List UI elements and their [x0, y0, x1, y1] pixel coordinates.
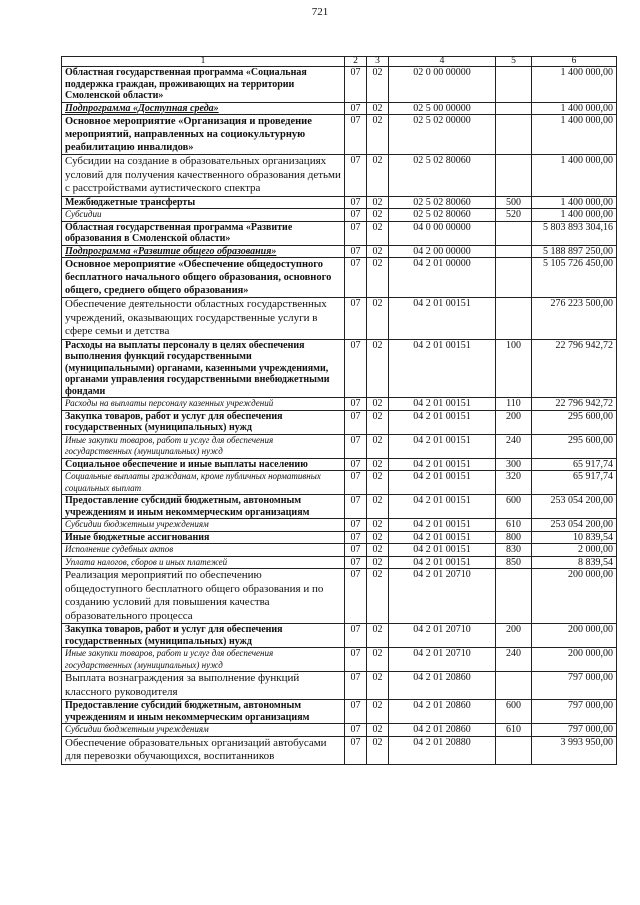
row-name-cell: Социальные выплаты гражданам, кроме публичных нормативных социальных выплат — [62, 471, 345, 495]
row-name-cell: Межбюджетные трансферты — [62, 196, 345, 209]
expense-type-cell: 240 — [496, 648, 532, 672]
table-row — [62, 398, 617, 411]
expense-type-cell: 610 — [496, 519, 532, 532]
row-name-cell: Основное мероприятие «Организация и проведение мероприятий, направленных на социокультурную реабилитацию инвалидов» — [62, 115, 345, 155]
amount-cell: 295 600,00 — [532, 410, 617, 434]
row-name-cell: Иные закупки товаров, работ и услуг для обеспечения государственных (муниципальных) нужд — [62, 648, 345, 672]
table-row — [62, 531, 617, 544]
row-name-cell: Исполнение судебных актов — [62, 544, 345, 557]
section-code-cell: 07 — [345, 434, 367, 458]
subsection-code-cell: 02 — [367, 245, 389, 258]
expense-type-cell — [496, 569, 532, 624]
expense-type-cell — [496, 298, 532, 340]
subsection-code-cell: 02 — [367, 471, 389, 495]
section-code-cell: 07 — [345, 221, 367, 245]
section-code-cell: 07 — [345, 519, 367, 532]
table-row — [62, 221, 617, 245]
section-code-cell: 07 — [345, 155, 367, 197]
table-row — [62, 196, 617, 209]
row-name-cell: Областная государственная программа «Развитие образования в Смоленской области» — [62, 221, 345, 245]
row-name-cell: Субсидии бюджетным учреждениям — [62, 724, 345, 737]
column-header: 5 — [496, 57, 532, 67]
expense-type-cell: 600 — [496, 700, 532, 724]
subsection-code-cell: 02 — [367, 700, 389, 724]
row-name-cell: Предоставление субсидий бюджетным, автономным учреждениям и иным некоммерческим организациям — [62, 700, 345, 724]
amount-cell: 5 803 893 304,16 — [532, 221, 617, 245]
expense-type-cell — [496, 672, 532, 700]
section-code-cell: 07 — [345, 398, 367, 411]
table-row — [62, 672, 617, 700]
section-code-cell: 07 — [345, 531, 367, 544]
column-header: 1 — [62, 57, 345, 67]
target-article-cell: 04 0 00 00000 — [389, 221, 496, 245]
target-article-cell: 04 2 00 00000 — [389, 245, 496, 258]
target-article-cell: 02 0 00 00000 — [389, 67, 496, 103]
table-row — [62, 298, 617, 340]
expense-type-cell: 320 — [496, 471, 532, 495]
page-number: 721 — [311, 6, 329, 18]
subsection-code-cell: 02 — [367, 544, 389, 557]
subsection-code-cell: 02 — [367, 531, 389, 544]
amount-cell: 65 917,74 — [532, 471, 617, 495]
target-article-cell: 02 5 02 00000 — [389, 115, 496, 155]
column-header: 3 — [367, 57, 389, 67]
target-article-cell: 02 5 02 80060 — [389, 155, 496, 197]
row-name-cell: Обеспечение образовательных организаций автобусами для перевозки обучающихся, воспитанников — [62, 736, 345, 764]
row-name-cell: Закупка товаров, работ и услуг для обеспечения государственных (муниципальных) нужд — [62, 624, 345, 648]
expense-type-cell: 240 — [496, 434, 532, 458]
expense-type-cell — [496, 67, 532, 103]
amount-cell: 1 400 000,00 — [532, 155, 617, 197]
section-code-cell: 07 — [345, 736, 367, 764]
row-name-cell: Подпрограмма «Развитие общего образования» — [62, 245, 345, 258]
subsection-code-cell: 02 — [367, 648, 389, 672]
row-name-cell: Основное мероприятие «Обеспечение общедоступного бесплатного начального общего образования, основного общего, среднего общего образования» — [62, 258, 345, 298]
section-code-cell: 07 — [345, 115, 367, 155]
expense-type-cell: 830 — [496, 544, 532, 557]
section-code-cell: 07 — [345, 245, 367, 258]
expense-type-cell — [496, 115, 532, 155]
target-article-cell: 04 2 01 00151 — [389, 398, 496, 411]
target-article-cell: 04 2 01 20860 — [389, 672, 496, 700]
table-row — [62, 471, 617, 495]
section-code-cell: 07 — [345, 556, 367, 569]
table-row — [62, 410, 617, 434]
target-article-cell: 04 2 01 20710 — [389, 624, 496, 648]
amount-cell: 276 223 500,00 — [532, 298, 617, 340]
subsection-code-cell: 02 — [367, 339, 389, 398]
target-article-cell: 04 2 01 00151 — [389, 434, 496, 458]
subsection-code-cell: 02 — [367, 67, 389, 103]
amount-cell: 797 000,00 — [532, 700, 617, 724]
table-row — [62, 458, 617, 471]
amount-cell: 253 054 200,00 — [532, 519, 617, 532]
expense-type-cell — [496, 258, 532, 298]
amount-cell: 797 000,00 — [532, 724, 617, 737]
target-article-cell: 04 2 01 00151 — [389, 471, 496, 495]
section-code-cell: 07 — [345, 258, 367, 298]
amount-cell: 5 105 726 450,00 — [532, 258, 617, 298]
row-name-cell: Иные бюджетные ассигнования — [62, 531, 345, 544]
section-code-cell: 07 — [345, 67, 367, 103]
amount-cell: 200 000,00 — [532, 569, 617, 624]
subsection-code-cell: 02 — [367, 458, 389, 471]
subsection-code-cell: 02 — [367, 569, 389, 624]
table-row — [62, 115, 617, 155]
row-name-cell: Уплата налогов, сборов и иных платежей — [62, 556, 345, 569]
expense-type-cell — [496, 736, 532, 764]
table-row — [62, 434, 617, 458]
row-name-cell: Областная государственная программа «Социальная поддержка граждан, проживающих на территории Смоленской области» — [62, 67, 345, 103]
amount-cell: 253 054 200,00 — [532, 495, 617, 519]
section-code-cell: 07 — [345, 544, 367, 557]
target-article-cell: 04 2 01 20710 — [389, 569, 496, 624]
target-article-cell: 04 2 01 20710 — [389, 648, 496, 672]
row-name-cell: Обеспечение деятельности областных государственных учреждений, оказывающих государственные услуги в сфере семьи и детства — [62, 298, 345, 340]
row-name-cell: Субсидии на создание в образовательных организациях условий для получения качественного образования детьми с расстройствами аутистического спектра — [62, 155, 345, 197]
amount-cell: 1 400 000,00 — [532, 209, 617, 222]
expense-type-cell: 100 — [496, 339, 532, 398]
section-code-cell: 07 — [345, 648, 367, 672]
row-name-cell: Расходы на выплаты персоналу в целях обеспечения выполнения функций государственными (муниципальными) органами, казенными учреждениями, органами управления государственными внебюджетными фондами — [62, 339, 345, 398]
section-code-cell: 07 — [345, 458, 367, 471]
subsection-code-cell: 02 — [367, 556, 389, 569]
amount-cell: 65 917,74 — [532, 458, 617, 471]
row-name-cell: Выплата вознаграждения за выполнение функций классного руководителя — [62, 672, 345, 700]
expense-type-cell: 800 — [496, 531, 532, 544]
target-article-cell: 02 5 02 80060 — [389, 209, 496, 222]
column-header: 4 — [389, 57, 496, 67]
expense-type-cell: 520 — [496, 209, 532, 222]
subsection-code-cell: 02 — [367, 398, 389, 411]
target-article-cell: 04 2 01 20860 — [389, 724, 496, 737]
budget-table — [61, 56, 617, 765]
target-article-cell: 04 2 01 00151 — [389, 556, 496, 569]
expense-type-cell — [496, 245, 532, 258]
target-article-cell: 04 2 01 00000 — [389, 258, 496, 298]
table-row — [62, 67, 617, 103]
expense-type-cell: 610 — [496, 724, 532, 737]
section-code-cell: 07 — [345, 495, 367, 519]
target-article-cell: 04 2 01 00151 — [389, 458, 496, 471]
subsection-code-cell: 02 — [367, 410, 389, 434]
table-row — [62, 245, 617, 258]
expense-type-cell — [496, 155, 532, 197]
subsection-code-cell: 02 — [367, 724, 389, 737]
expense-type-cell: 300 — [496, 458, 532, 471]
amount-cell: 3 993 950,00 — [532, 736, 617, 764]
amount-cell: 200 000,00 — [532, 648, 617, 672]
target-article-cell: 04 2 01 00151 — [389, 531, 496, 544]
expense-type-cell: 500 — [496, 196, 532, 209]
subsection-code-cell: 02 — [367, 298, 389, 340]
table-row — [62, 544, 617, 557]
subsection-code-cell: 02 — [367, 209, 389, 222]
amount-cell: 1 400 000,00 — [532, 196, 617, 209]
expense-type-cell — [496, 102, 532, 115]
subsection-code-cell: 02 — [367, 221, 389, 245]
section-code-cell: 07 — [345, 298, 367, 340]
expense-type-cell: 600 — [496, 495, 532, 519]
amount-cell: 10 839,54 — [532, 531, 617, 544]
row-name-cell: Реализация мероприятий по обеспечению общедоступного бесплатного общего образования и по созданию условий для повышения качества образовательного процесса — [62, 569, 345, 624]
subsection-code-cell: 02 — [367, 672, 389, 700]
section-code-cell: 07 — [345, 410, 367, 434]
row-name-cell: Иные закупки товаров, работ и услуг для обеспечения государственных (муниципальных) нужд — [62, 434, 345, 458]
amount-cell: 2 000,00 — [532, 544, 617, 557]
amount-cell: 8 839,54 — [532, 556, 617, 569]
amount-cell: 295 600,00 — [532, 434, 617, 458]
subsection-code-cell: 02 — [367, 434, 389, 458]
table-row — [62, 569, 617, 624]
section-code-cell: 07 — [345, 672, 367, 700]
table-row — [62, 648, 617, 672]
row-name-cell: Расходы на выплаты персоналу казенных учреждений — [62, 398, 345, 411]
table-row — [62, 258, 617, 298]
table-row — [62, 624, 617, 648]
table-row — [62, 495, 617, 519]
section-code-cell: 07 — [345, 102, 367, 115]
expense-type-cell: 850 — [496, 556, 532, 569]
section-code-cell: 07 — [345, 724, 367, 737]
row-name-cell: Социальное обеспечение и иные выплаты населению — [62, 458, 345, 471]
expense-type-cell: 110 — [496, 398, 532, 411]
section-code-cell: 07 — [345, 700, 367, 724]
target-article-cell: 02 5 00 00000 — [389, 102, 496, 115]
row-name-cell: Субсидии бюджетным учреждениям — [62, 519, 345, 532]
amount-cell: 200 000,00 — [532, 624, 617, 648]
expense-type-cell: 200 — [496, 624, 532, 648]
section-code-cell: 07 — [345, 569, 367, 624]
section-code-cell: 07 — [345, 471, 367, 495]
target-article-cell: 04 2 01 20860 — [389, 700, 496, 724]
row-name-cell: Предоставление субсидий бюджетным, автономным учреждениям и иным некоммерческим организациям — [62, 495, 345, 519]
target-article-cell: 04 2 01 00151 — [389, 495, 496, 519]
table-row — [62, 724, 617, 737]
section-code-cell: 07 — [345, 624, 367, 648]
row-name-cell: Закупка товаров, работ и услуг для обеспечения государственных (муниципальных) нужд — [62, 410, 345, 434]
table-row — [62, 102, 617, 115]
table-row — [62, 209, 617, 222]
target-article-cell: 04 2 01 00151 — [389, 544, 496, 557]
target-article-cell: 04 2 01 00151 — [389, 339, 496, 398]
table-row — [62, 155, 617, 197]
subsection-code-cell: 02 — [367, 519, 389, 532]
section-code-cell: 07 — [345, 339, 367, 398]
table-row — [62, 700, 617, 724]
amount-cell: 1 400 000,00 — [532, 115, 617, 155]
expense-type-cell: 200 — [496, 410, 532, 434]
table-row — [62, 519, 617, 532]
table-row — [62, 736, 617, 764]
row-name-cell: Субсидии — [62, 209, 345, 222]
amount-cell: 797 000,00 — [532, 672, 617, 700]
subsection-code-cell: 02 — [367, 155, 389, 197]
row-name-cell: Подпрограмма «Доступная среда» — [62, 102, 345, 115]
subsection-code-cell: 02 — [367, 258, 389, 298]
expense-type-cell — [496, 221, 532, 245]
section-code-cell: 07 — [345, 209, 367, 222]
table-row — [62, 339, 617, 398]
subsection-code-cell: 02 — [367, 115, 389, 155]
subsection-code-cell: 02 — [367, 624, 389, 648]
target-article-cell: 04 2 01 20880 — [389, 736, 496, 764]
section-code-cell: 07 — [345, 196, 367, 209]
target-article-cell: 04 2 01 00151 — [389, 410, 496, 434]
column-header: 2 — [345, 57, 367, 67]
target-article-cell: 02 5 02 80060 — [389, 196, 496, 209]
amount-cell: 22 796 942,72 — [532, 398, 617, 411]
subsection-code-cell: 02 — [367, 736, 389, 764]
table-row — [62, 556, 617, 569]
amount-cell: 5 188 897 250,00 — [532, 245, 617, 258]
amount-cell: 1 400 000,00 — [532, 67, 617, 103]
subsection-code-cell: 02 — [367, 495, 389, 519]
column-header: 6 — [532, 57, 617, 67]
table-header-row — [62, 57, 617, 67]
amount-cell: 22 796 942,72 — [532, 339, 617, 398]
target-article-cell: 04 2 01 00151 — [389, 298, 496, 340]
amount-cell: 1 400 000,00 — [532, 102, 617, 115]
target-article-cell: 04 2 01 00151 — [389, 519, 496, 532]
subsection-code-cell: 02 — [367, 196, 389, 209]
subsection-code-cell: 02 — [367, 102, 389, 115]
